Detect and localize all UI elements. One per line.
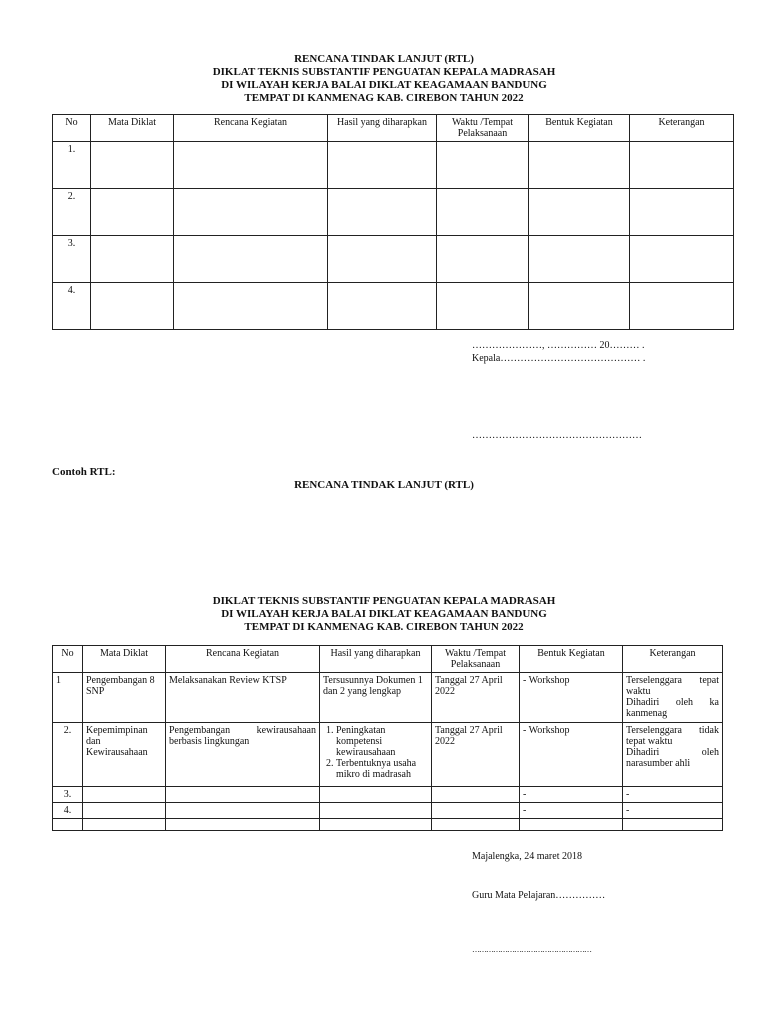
table-row <box>53 283 734 330</box>
cell-mata-diklat: Kepemimpinan dan Kewirausahaan <box>83 723 166 787</box>
table-row <box>53 189 734 236</box>
col-hasil: Hasil yang diharapkan <box>320 646 432 673</box>
signature2-place-date: Majalengka, 24 maret 2018 <box>472 851 582 862</box>
cell-keterangan: - <box>623 803 723 819</box>
table-row <box>53 723 723 787</box>
table-row <box>53 787 723 803</box>
row-number: 3. <box>53 787 83 803</box>
cell-rencana: Melaksanakan Review KTSP <box>166 673 320 723</box>
signature2-role: Guru Mata Pelajaran…………… <box>472 890 606 901</box>
signature-date-line: …………………, …………… 20……… . <box>472 340 645 351</box>
col-keterangan: Keterangan <box>623 646 723 673</box>
signature-role-line: Kepala…………………………………… . <box>472 353 646 364</box>
cell-bentuk: - Workshop <box>520 673 623 723</box>
cell-waktu: Tanggal 27 April 2022 <box>432 723 520 787</box>
keterangan-a: Terselenggara tidak tepat waktu <box>626 725 719 747</box>
cell-mata-diklat: Pengembangan 8 SNP <box>83 673 166 723</box>
table-row <box>53 819 723 831</box>
header-line-3: DI WILAYAH KERJA BALAI DIKLAT KEAGAMAAN BANDUNG <box>221 79 547 91</box>
table-row <box>53 803 723 819</box>
doc-header-2 <box>0 595 768 634</box>
header-title: RENCANA TINDAK LANJUT (RTL) <box>294 53 474 65</box>
cell-keterangan <box>623 723 723 787</box>
col-rencana: Rencana Kegiatan <box>174 115 328 142</box>
col-bentuk: Bentuk Kegiatan <box>529 115 630 142</box>
cell-bentuk: - <box>520 803 623 819</box>
cell-keterangan <box>623 673 723 723</box>
hasil-list <box>323 725 428 780</box>
col-bentuk: Bentuk Kegiatan <box>520 646 623 673</box>
table-row <box>53 236 734 283</box>
col-no: No <box>53 115 91 142</box>
cell-keterangan: - <box>623 787 723 803</box>
row-number: 4. <box>53 803 83 819</box>
col-mata-diklat: Mata Diklat <box>83 646 166 673</box>
rtl-example-table <box>52 645 723 831</box>
cell-hasil: Tersusunnya Dokumen 1 dan 2 yang lengkap <box>320 673 432 723</box>
header-line-4: TEMPAT DI KANMENAG KAB. CIREBON TAHUN 2022 <box>244 92 524 104</box>
header-line-2: DIKLAT TEKNIS SUBSTANTIF PENGUATAN KEPALA MADRASAH <box>212 595 556 607</box>
signature2-name-line: …………………………………………… <box>472 945 591 954</box>
row-number: 3. <box>53 236 91 283</box>
keterangan-b: Dihadiri oleh ka kanmenag <box>626 697 719 719</box>
table-header-row <box>53 115 734 142</box>
col-hasil: Hasil yang diharapkan <box>328 115 437 142</box>
signature-name-line: …………………………………………… <box>472 430 642 441</box>
table-row <box>53 673 723 723</box>
col-waktu: Waktu /Tempat Pelaksanaan <box>437 115 529 142</box>
cell-bentuk: - <box>520 787 623 803</box>
header-line-4: TEMPAT DI KANMENAG KAB. CIREBON TAHUN 2022 <box>244 621 524 633</box>
col-waktu: Waktu /Tempat Pelaksanaan <box>432 646 520 673</box>
list-item: 2. Terbentuknya usaha mikro di madrasah <box>336 758 428 780</box>
row-number: 2. <box>53 189 91 236</box>
example-title: RENCANA TINDAK LANJUT (RTL) <box>294 479 474 491</box>
cell-waktu: Tanggal 27 April 2022 <box>432 673 520 723</box>
cell-rencana: Pengembangan kewirausahaan berbasis lingkungan <box>166 723 320 787</box>
header-line-3: DI WILAYAH KERJA BALAI DIKLAT KEAGAMAAN BANDUNG <box>221 608 547 620</box>
cell-bentuk: - Workshop <box>520 723 623 787</box>
row-number: 1 <box>53 673 83 723</box>
col-rencana: Rencana Kegiatan <box>166 646 320 673</box>
col-no: No <box>53 646 83 673</box>
table-header-row <box>53 646 723 673</box>
example-label: Contoh RTL: <box>52 466 116 478</box>
col-keterangan: Keterangan <box>630 115 734 142</box>
row-number: 1. <box>53 142 91 189</box>
doc-header-1 <box>0 53 768 105</box>
keterangan-b: Dihadiri oleh narasumber ahli <box>626 747 719 769</box>
cell-hasil <box>320 723 432 787</box>
header-line-2: DIKLAT TEKNIS SUBSTANTIF PENGUATAN KEPALA MADRASAH <box>212 66 556 78</box>
row-number: 2. <box>53 723 83 787</box>
row-number: 4. <box>53 283 91 330</box>
rtl-blank-table <box>52 114 734 330</box>
list-item: 1. Peningkatan kompetensi kewirausahaan <box>336 725 428 758</box>
table-row <box>53 142 734 189</box>
col-mata-diklat: Mata Diklat <box>91 115 174 142</box>
keterangan-a: Terselenggara tepat waktu <box>626 675 719 697</box>
